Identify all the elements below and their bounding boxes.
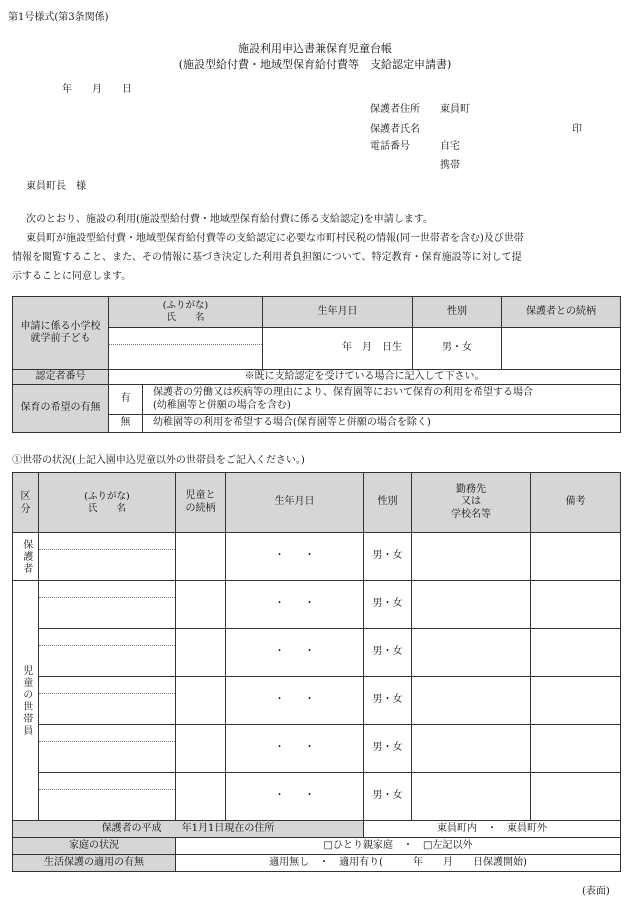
col-relation: 児童と の続柄 <box>176 473 226 533</box>
member-relation-cell[interactable] <box>176 725 226 773</box>
table-row <box>13 629 621 677</box>
member-name-cell[interactable] <box>39 581 176 629</box>
member-work-cell[interactable] <box>412 677 531 725</box>
body-line-2: 東員町が施設型給付費・地域型保育給付費等の支給認定に必要な市町村民税の情報(同一世帯者を含む)及び世帯 <box>26 233 524 244</box>
member-gender-cell[interactable]: 男・女 <box>364 581 412 629</box>
cert-number-cell[interactable]: ※既に支給認定を受けている場合に記入して下さい。 <box>109 370 621 385</box>
col-birthdate: 生年月日 <box>226 473 364 533</box>
member-gender-cell[interactable]: 男・女 <box>364 629 412 677</box>
child-name-header: (ふりがな) 氏 名 <box>109 297 263 328</box>
welfare-value[interactable]: 適用無し ・ 適用有り( 年 月 日保護開始) <box>176 855 621 872</box>
household-category: 児童の世帯員 <box>13 581 39 821</box>
table-row <box>13 533 621 581</box>
family-status-label: 家庭の状況 <box>13 838 176 855</box>
member-gender-cell[interactable]: 男・女 <box>364 725 412 773</box>
member-relation-cell[interactable] <box>176 629 226 677</box>
wish-yes-label[interactable]: 有 <box>109 385 143 415</box>
relation-header: 保護者との続柄 <box>502 297 621 328</box>
table-row <box>13 677 621 725</box>
member-birth-cell[interactable]: ・ ・ <box>226 773 364 821</box>
member-relation-cell[interactable] <box>176 581 226 629</box>
member-work-cell[interactable] <box>412 773 531 821</box>
application-date: 年 月 日 <box>62 84 132 95</box>
member-birth-cell[interactable]: ・ ・ <box>226 677 364 725</box>
member-note-cell[interactable] <box>531 725 621 773</box>
jan1-address-label: 保護者の平成 年1月1日現在の住所 <box>13 821 364 838</box>
family-status-value[interactable]: □ひとり親家庭 ・ □左記以外 <box>176 838 621 855</box>
wish-yes-text: 保護者の労働又は疾病等の理由により、保育園等において保育の利用を希望する場合 (幼稚園等と併願の場合を含む) <box>143 385 621 415</box>
member-note-cell[interactable] <box>531 773 621 821</box>
member-name-cell[interactable] <box>39 533 176 581</box>
col-workplace: 勤務先 又は 学校名等 <box>412 473 531 533</box>
jan1-address-value[interactable]: 東員町内 ・ 東員町外 <box>364 821 621 838</box>
member-name-cell[interactable] <box>39 677 176 725</box>
member-note-cell[interactable] <box>531 629 621 677</box>
member-note-cell[interactable] <box>531 677 621 725</box>
member-work-cell[interactable] <box>412 533 531 581</box>
member-relation-cell[interactable] <box>176 533 226 581</box>
wish-no-label[interactable]: 無 <box>109 415 143 433</box>
phone-home-label: 自宅 <box>440 141 460 152</box>
member-birth-cell[interactable]: ・ ・ <box>226 629 364 677</box>
welfare-label: 生活保護の適用の有無 <box>13 855 176 872</box>
member-name-cell[interactable] <box>39 773 176 821</box>
member-work-cell[interactable] <box>412 629 531 677</box>
child-gender-cell[interactable]: 男・女 <box>413 328 502 370</box>
col-note: 備考 <box>531 473 621 533</box>
body-line-1: 次のとおり、施設の利用(施設型給付費・地域型保育給付費に係る支給認定)を申請します。 <box>26 214 434 225</box>
household-table <box>12 472 621 872</box>
seal-mark: 印 <box>572 124 582 135</box>
form-subtitle: (施設型給付費・地域型保育給付費等 支給認定申請書) <box>178 58 452 71</box>
child-furigana-field[interactable] <box>109 328 262 345</box>
wish-label-cell: 保育の希望の有無 <box>13 385 109 433</box>
household-section-title: ①世帯の状況(上記入園申込児童以外の世帯員をご記入ください。) <box>12 455 305 466</box>
member-relation-cell[interactable] <box>176 677 226 725</box>
member-name-cell[interactable] <box>39 629 176 677</box>
child-application-table <box>12 296 621 433</box>
guardian-category: 保護者 <box>13 533 39 581</box>
gender-header: 性別 <box>413 297 502 328</box>
form-title: 施設利用申込書兼保育児童台帳 <box>238 42 392 55</box>
col-gender: 性別 <box>364 473 412 533</box>
guardian-address-label: 保護者住所 <box>370 104 420 115</box>
member-relation-cell[interactable] <box>176 773 226 821</box>
phone-mobile-label: 携帯 <box>440 160 460 171</box>
member-gender-cell[interactable]: 男・女 <box>364 533 412 581</box>
member-birth-cell[interactable]: ・ ・ <box>226 581 364 629</box>
form-number: 第1号様式(第3条関係) <box>8 12 109 23</box>
body-line-3: 情報を閲覧すること、また、その情報に基づき決定した利用者負担額について、特定教育・保育施設等に対して提 <box>12 252 522 263</box>
member-gender-cell[interactable]: 男・女 <box>364 677 412 725</box>
child-relation-cell[interactable] <box>502 328 621 370</box>
wish-no-text: 幼稚園等の利用を希望する場合(保育園等と併願の場合を除く) <box>143 415 621 433</box>
member-birth-cell[interactable]: ・ ・ <box>226 533 364 581</box>
member-gender-cell[interactable]: 男・女 <box>364 773 412 821</box>
col-name: (ふりがな) 氏 名 <box>39 473 176 533</box>
child-birthdate-cell[interactable]: 年 月 日生 <box>263 328 413 370</box>
birthdate-header: 生年月日 <box>263 297 413 328</box>
member-birth-cell[interactable]: ・ ・ <box>226 725 364 773</box>
page-side-label: (表面) <box>582 886 610 897</box>
child-label-cell: 申請に係る小学校就学前子ども <box>13 297 109 370</box>
table-row <box>13 773 621 821</box>
child-name-field[interactable] <box>109 345 262 369</box>
member-note-cell[interactable] <box>531 533 621 581</box>
body-line-4: 示することに同意します。 <box>12 271 132 282</box>
addressee: 東員町長 様 <box>26 181 86 192</box>
table-row <box>13 581 621 629</box>
member-note-cell[interactable] <box>531 581 621 629</box>
table-row <box>13 725 621 773</box>
member-work-cell[interactable] <box>412 725 531 773</box>
member-work-cell[interactable] <box>412 581 531 629</box>
cert-number-label: 認定者番号 <box>13 370 109 385</box>
guardian-address-value: 東員町 <box>440 104 470 115</box>
guardian-name-label: 保護者氏名 <box>370 124 420 135</box>
member-name-cell[interactable] <box>39 725 176 773</box>
col-kubun: 区分 <box>13 473 39 533</box>
phone-label: 電話番号 <box>370 141 410 152</box>
child-name-cell[interactable] <box>109 328 263 370</box>
